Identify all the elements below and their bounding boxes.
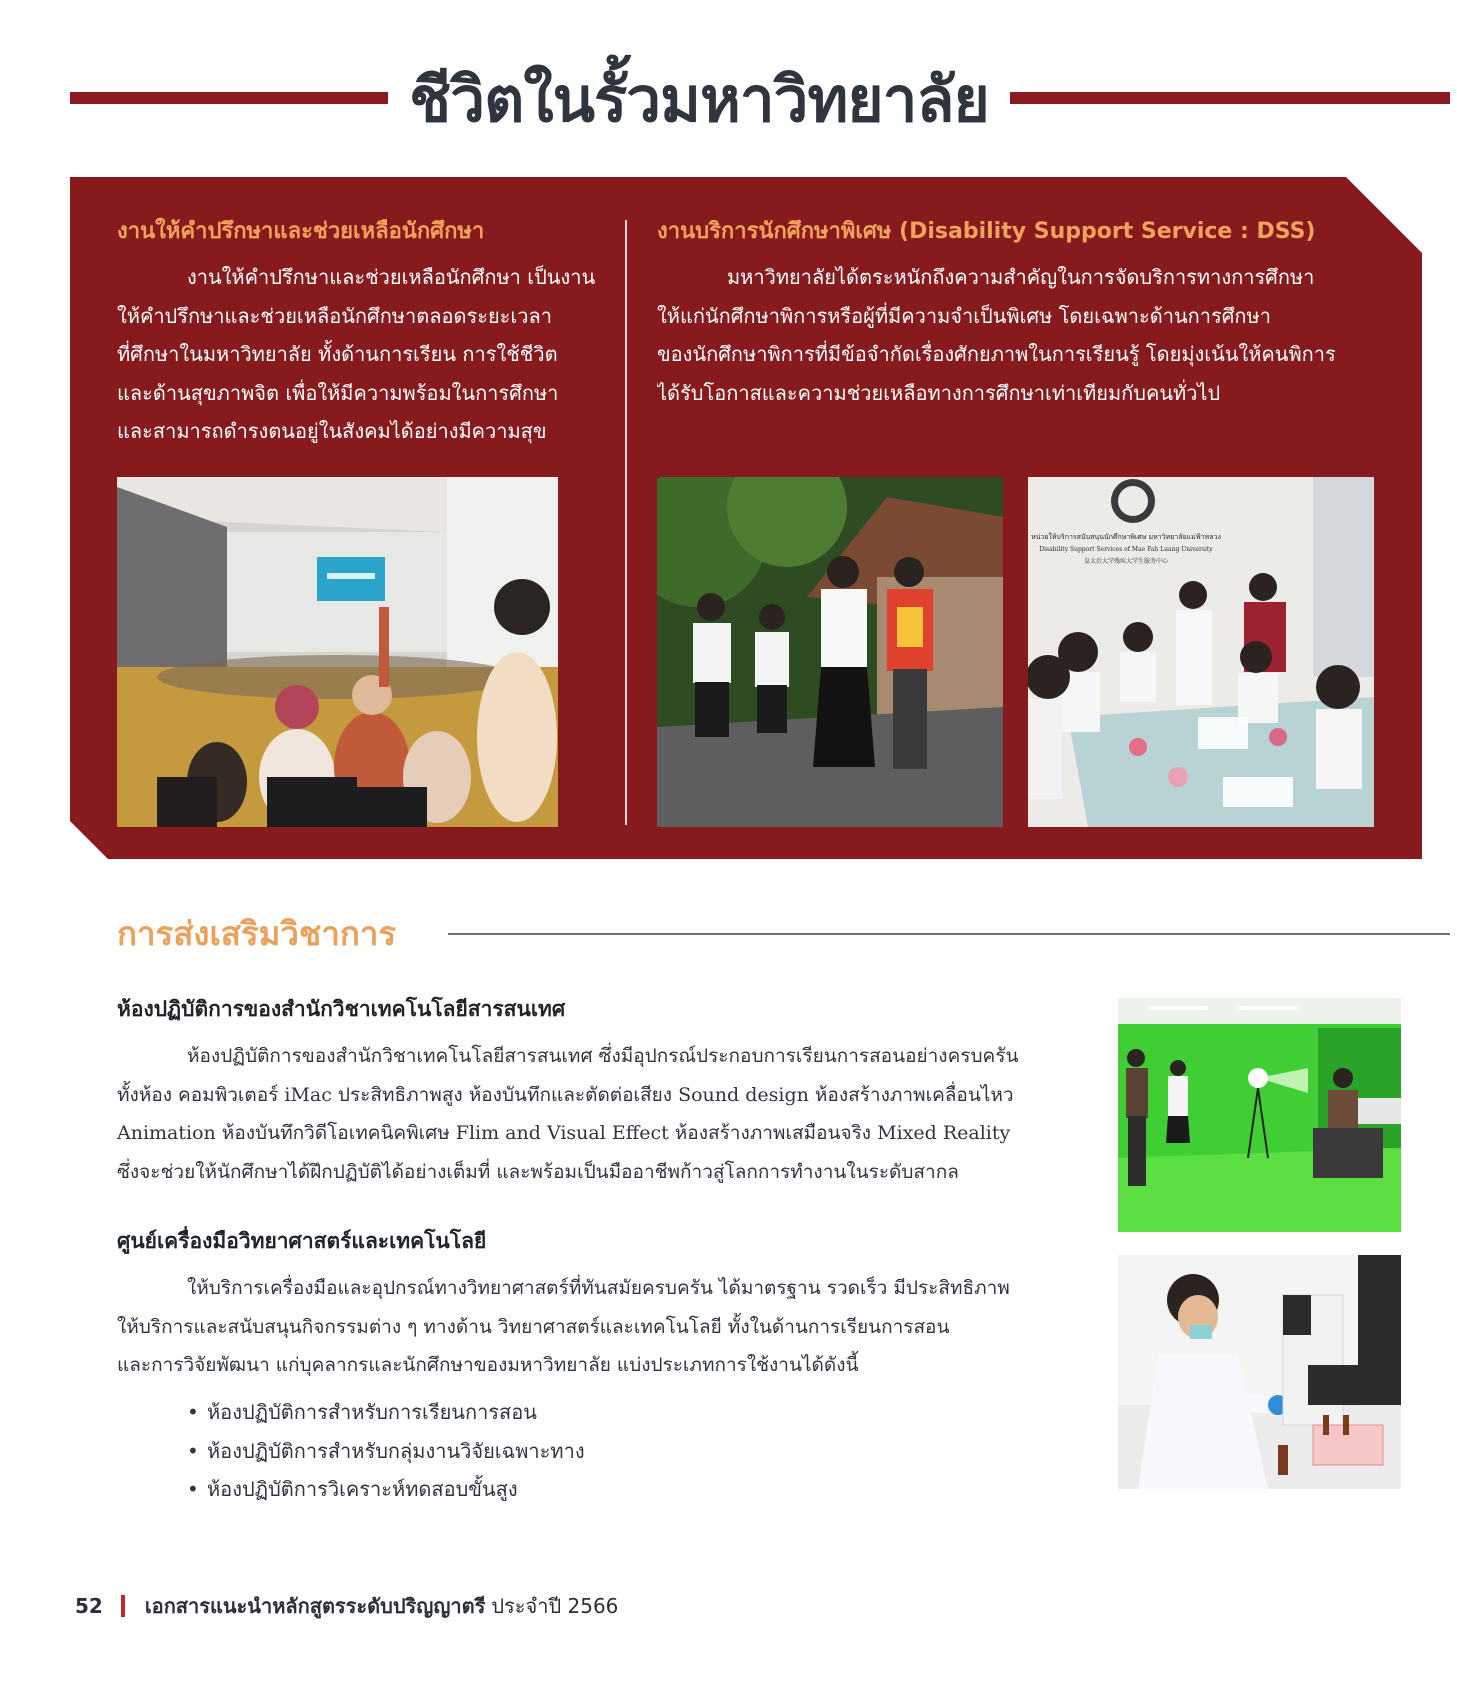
page-number: 52 xyxy=(75,1594,103,1618)
counseling-heading: งานให้คำปรึกษาและช่วยเหลือนักศึกษา xyxy=(117,218,485,244)
dss-students-walking-photo xyxy=(657,477,1003,827)
academic-section-heading: การส่งเสริมวิชาการ xyxy=(117,913,397,953)
list-item-text: ห้องปฏิบัติการวิเคราะห์ทดสอบขั้นสูง xyxy=(207,1477,518,1501)
it-lab-heading: ห้องปฏิบัติการของสำนักวิชาเทคโนโลยีสารสนเทศ xyxy=(117,996,566,1021)
dss-line: ของนักศึกษาพิการที่มีข้อจำกัดเรื่องศักยภาพในการเรียนรู้ โดยมุ่งเน้นให้คนพิการ xyxy=(657,342,1336,366)
bullet-icon: • xyxy=(187,1400,199,1424)
counseling-line: และด้านสุขภาพจิต เพื่อให้มีความพร้อมในการศึกษา xyxy=(117,380,559,405)
academic-section-rule xyxy=(448,933,1450,935)
sci-center-bullet-list xyxy=(187,1393,585,1509)
list-item-text: ห้องปฏิบัติการสำหรับการเรียนการสอน xyxy=(207,1400,537,1424)
it-lab-line: ห้องปฏิบัติการของสำนักวิชาเทคโนโลยีสารสนเทศ ซึ่งมีอุปกรณ์ประกอบการเรียนการสอนอย่างครบครัน xyxy=(187,1045,1019,1067)
counseling-seminar-photo xyxy=(117,477,558,827)
it-lab-text xyxy=(117,1037,1072,1191)
page-footer xyxy=(75,1590,618,1622)
dss-text xyxy=(657,258,1377,412)
bullet-icon: • xyxy=(187,1477,199,1501)
counseling-line: ให้คำปรึกษาและช่วยเหลือนักศึกษาตลอดระยะเวลา xyxy=(117,303,552,328)
footer-doc-title: เอกสารแนะนำหลักสูตรระดับปริญญาตรี xyxy=(144,1594,486,1618)
dss-line: ให้แก่นักศึกษาพิการหรือผู้ที่มีความจำเป็นพิเศษ โดยเฉพาะด้านการศึกษา xyxy=(657,303,1271,328)
dss-line: ได้รับโอกาสและความช่วยเหลือทางการศึกษาเท่าเทียมกับคนทั่วไป xyxy=(657,380,1221,405)
counseling-line: งานให้คำปรึกษาและช่วยเหลือนักศึกษา เป็นงาน xyxy=(187,265,596,289)
dss-sign-text-en: Disability Support Services of Mae Fah Luang University xyxy=(1039,546,1213,553)
title-rule-left xyxy=(70,92,388,104)
dss-service-center-photo xyxy=(1028,477,1374,827)
list-item xyxy=(187,1432,585,1471)
counseling-line: และสามารถดำรงตนอยู่ในสังคมได้อย่างมีความสุข xyxy=(117,419,547,443)
dss-sign-text-cn: 皇太后大学残疾大学生服务中心 xyxy=(1083,558,1169,565)
footer-divider xyxy=(121,1595,125,1617)
sci-center-line: ให้บริการเครื่องมือและอุปกรณ์ทางวิทยาศาสตร์ที่ทันสมัยครบครัน ได้มาตรฐาน รวดเร็ว มีประสิทธิภาพ xyxy=(187,1277,1010,1299)
dss-sign-text-th: หน่วยให้บริการสนับสนุนนักศึกษาพิเศษ มหาวิทยาลัยแม่ฟ้าหลวง xyxy=(1031,533,1221,541)
sci-center-line: และการวิจัยพัฒนา แก่บุคลากรและนักศึกษาของมหาวิทยาลัย แบ่งประเภทการใช้งานได้ดังนี้ xyxy=(117,1354,859,1376)
bullet-icon: • xyxy=(187,1438,199,1463)
panel-divider xyxy=(625,220,627,825)
it-lab-line: Animation ห้องบันทึกวิดีโอเทคนิคพิเศษ Flim and Visual Effect ห้องสร้างภาพเสมือนจริง Mixed Reality xyxy=(117,1122,1011,1144)
it-lab-line: ซึ่งจะช่วยให้นักศึกษาได้ฝึกปฏิบัติได้อย่างเต็มที่ และพร้อมเป็นมืออาชีพก้าวสู่โลกการทำงานในระดับสากล xyxy=(117,1160,959,1183)
dss-line: มหาวิทยาลัยได้ตระหนักถึงความสำคัญในการจัดบริการทางการศึกษา xyxy=(727,265,1315,289)
footer-year: ประจำปี 2566 xyxy=(491,1594,619,1618)
dss-heading: งานบริการนักศึกษาพิเศษ (Disability Support Service : DSS) xyxy=(657,218,1316,244)
list-item xyxy=(187,1393,585,1432)
sci-center-line: ให้บริการและสนับสนุนกิจกรรมต่าง ๆ ทางด้าน วิทยาศาสตร์และเทคโนโลยี ทั้งในด้านการเรียนการสอน xyxy=(117,1315,950,1338)
counseling-text xyxy=(117,258,597,451)
list-item-text: ห้องปฏิบัติการสำหรับกลุ่มงานวิจัยเฉพาะทาง xyxy=(207,1438,585,1463)
sci-center-text xyxy=(117,1269,1072,1385)
microscope-lab-photo xyxy=(1118,1255,1401,1489)
it-lab-line: ทั้งห้อง คอมพิวเตอร์ iMac ประสิทธิภาพสูง ห้องบันทึกและตัดต่อเสียง Sound design ห้องสร้างภาพเคลื่อนไหว xyxy=(117,1083,1014,1106)
counseling-line: ที่ศึกษาในมหาวิทยาลัย ทั้งด้านการเรียน การใช้ชีวิต xyxy=(117,342,558,366)
title-rule-right xyxy=(1010,92,1450,104)
green-screen-studio-photo xyxy=(1118,998,1401,1232)
page-title: ชีวิตในรั้วมหาวิทยาลัย xyxy=(409,63,989,136)
list-item xyxy=(187,1470,585,1509)
sci-center-heading: ศูนย์เครื่องมือวิทยาศาสตร์และเทคโนโลยี xyxy=(117,1228,487,1253)
